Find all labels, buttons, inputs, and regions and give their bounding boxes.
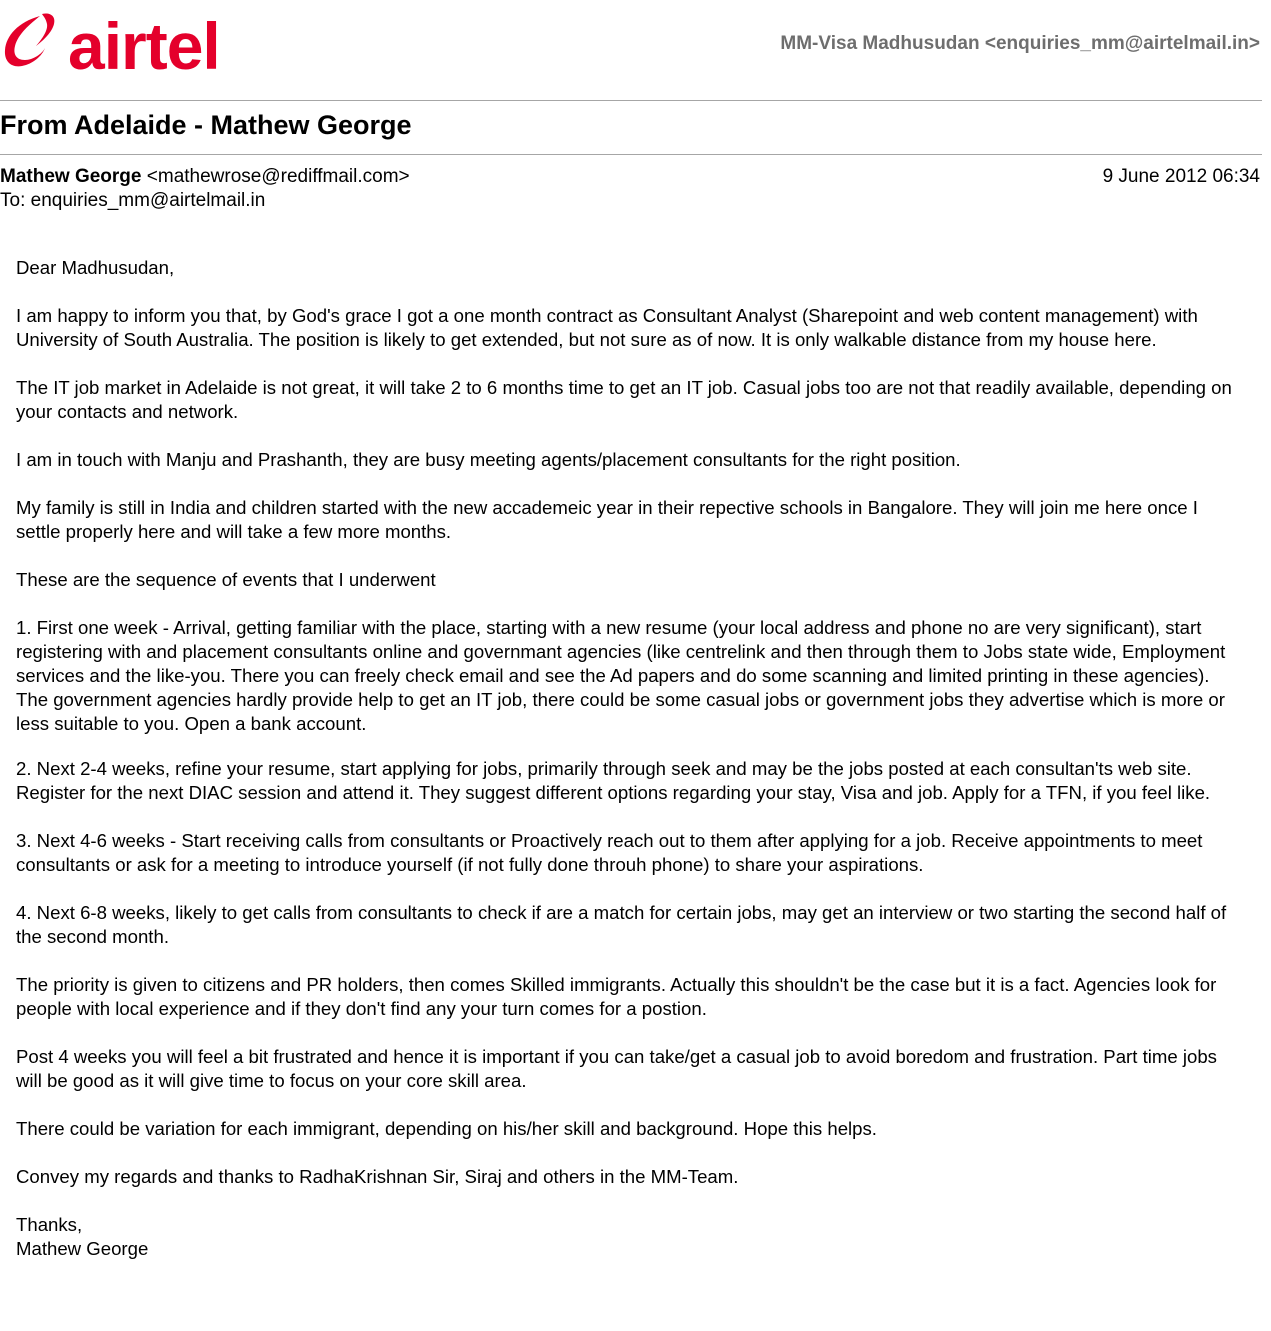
sender-address[interactable]: <mathewrose@rediffmail.com> (146, 166, 410, 187)
from-row (0, 165, 1262, 189)
body-paragraph: Post 4 weeks you will feel a bit frustrated and hence it is important if you can take/get a casual job to avoid boredom and frustration. Part time jobs will be good as it will give time to focus on your core skill area. (16, 1046, 1217, 1091)
sent-date: 9 June 2012 06:34 (1102, 166, 1260, 187)
body-paragraph: I am happy to inform you that, by God's grace I got a one month contract as Consultant Analyst (Sharepoint and web content management) with University of South Australia. The position is likely to get extended, but not sure as of now. It is only walkable distance from my house here. (16, 305, 1198, 350)
body-paragraph: 1. First one week - Arrival, getting familiar with the place, starting with a new resume (your local address and phone no are very significant), start registering with and placement consultants online and governmant agencies (like centrelink and then through them to Jobs state wide, Employment services and the like-you. There you can freely check email and see the Ad papers and do some scanning and limited printing in these agencies). The government agencies hardly provide help to get an IT job, there could be some casual jobs or government jobs they advertise which is more or less suitable to you. Open a bank account. (16, 617, 1226, 734)
subject-divider (0, 154, 1262, 155)
signature-name: Mathew George (16, 1238, 149, 1259)
body-paragraph: Convey my regards and thanks to RadhaKrishnan Sir, Siraj and others in the MM-Team. (16, 1166, 739, 1187)
body-paragraph: My family is still in India and children started with the new accademeic year in their repective schools in Bangalore. They will join me here once I settle properly here and will take a few more months. (16, 497, 1198, 542)
body-paragraph: 2. Next 2-4 weeks, refine your resume, start applying for jobs, primarily through seek and may be the jobs posted at each consultan'ts web site. Register for the next DIAC session and attend it. They suggest different options regarding your stay, Visa and job. Apply for a TFN, if you feel like. (16, 758, 1211, 803)
body-paragraph: These are the sequence of events that I underwent (16, 569, 436, 590)
airtel-wordmark: airtel (68, 9, 220, 83)
email-meta (0, 165, 1262, 213)
sender-name: Mathew George (0, 166, 142, 187)
body-paragraph: I am in touch with Manju and Prashanth, they are busy meeting agents/placement consultants for the right position. (16, 449, 961, 470)
body-paragraph: The priority is given to citizens and PR holders, then comes Skilled immigrants. Actually this shouldn't be the case but it is a fact. Agencies look for people with local experience and if they don't find any your turn comes for a postion. (16, 974, 1217, 1019)
body-paragraph: 3. Next 4-6 weeks - Start receiving calls from consultants or Proactively reach out to them after applying for a job. Receive appointments to meet consultants or ask for a meeting to introduce yourself (if not fully done throuh phone) to share your aspirations. (16, 830, 1203, 875)
airtel-swoosh-icon (0, 12, 58, 74)
mail-header (0, 0, 1262, 100)
to-row (0, 189, 1262, 213)
email-subject: From Adelaide - Mathew George (0, 110, 412, 140)
recipient-address[interactable]: enquiries_mm@airtelmail.in (30, 190, 266, 211)
body-paragraph: Dear Madhusudan, (16, 257, 175, 278)
email-signoff (16, 1213, 1246, 1261)
airtel-logo (0, 8, 220, 83)
body-paragraph: There could be variation for each immigrant, depending on his/her skill and background. Hope this helps. (16, 1118, 877, 1139)
body-paragraph: The IT job market in Adelaide is not great, it will take 2 to 6 months time to get an IT job. Casual jobs too are not that readily available, depending on your contacts and network. (16, 377, 1232, 422)
signoff-text: Thanks, (16, 1214, 83, 1235)
email-body (16, 256, 1246, 1261)
body-paragraph: 4. Next 6-8 weeks, likely to get calls from consultants to check if are a match for certain jobs, may get an interview or two starting the second half of the second month. (16, 902, 1227, 947)
to-label: To: (0, 190, 26, 211)
header-divider (0, 100, 1262, 101)
account-label: MM-Visa Madhusudan <enquiries_mm@airtelmail.in> (780, 33, 1260, 54)
